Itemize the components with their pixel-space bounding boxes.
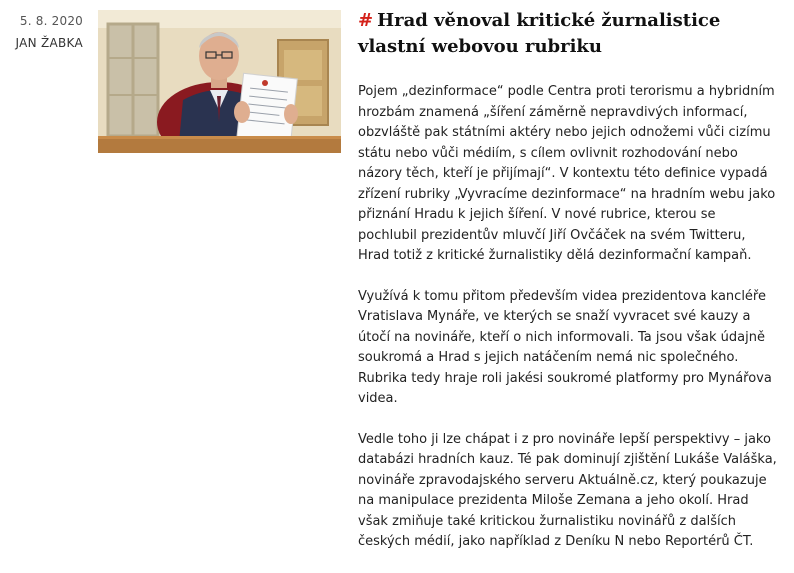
- article-paragraph: Vedle toho ji lze chápat i z pro novináře lepší perspektivy – jako databázi hradních kauz. Té pak dominují zjištění Lukáše Valáška, novináře zpravodajského serveru Aktuálně.cz, který poukazuje na manipulace prezidenta Miloše Zemana a jeho okolí. Hrad však zmiňuje také kritickou žurnalistiku novinářů z dalších českých médií, jako například z Deníku N nebo Reportérů ČT.: [358, 431, 777, 549]
- article-meta: [0, 12, 83, 52]
- article-paragraph: Využívá k tomu přitom především videa prezidentova kancléře Vratislava Mynáře, ve kterých se snaží vyvracet své kauzy a útočí na novináře, kteří o nich informovali. Ta jsou však údajně soukromá a Hrad s jejich natáčením nemá nic společného. Rubrika tedy hraje roli jakési soukromé platformy pro Mynářova videa.: [358, 288, 772, 406]
- article: [358, 8, 778, 573]
- article-title-text: Hrad věnoval kritické žurnalistice vlastní webovou rubriku: [358, 10, 721, 57]
- author-name[interactable]: JAN ŽABKA: [15, 36, 83, 50]
- publish-date: 5. 8. 2020: [19, 14, 83, 28]
- hash-symbol: #: [358, 10, 374, 31]
- article-thumbnail[interactable]: [98, 10, 341, 153]
- article-body: [358, 82, 778, 553]
- article-paragraph: Pojem „dezinformace“ podle Centra proti terorismu a hybridním hrozbám znamená „šíření záměrně nepravdivých informací, obzvláště pak státními aktéry nebo jejich odnožemi vůči cizímu státu nebo vůči médiím, s cílem ovlivnit rozhodování nebo názory těch, kteří je přijímají“. V kontextu této definice vypadá zřízení rubriky „Vyvracíme dezinformace“ na hradním webu jako přiznání Hradu k jejich šíření. V nové rubrice, kterou se pochlubil prezidentův mluvčí Jiří Ovčáček na svém Twitteru, Hrad totiž z kritické žurnalistiky dělá dezinformační kampaň.: [358, 84, 776, 263]
- article-title[interactable]: [358, 8, 778, 60]
- thumbnail-photo: [98, 10, 341, 153]
